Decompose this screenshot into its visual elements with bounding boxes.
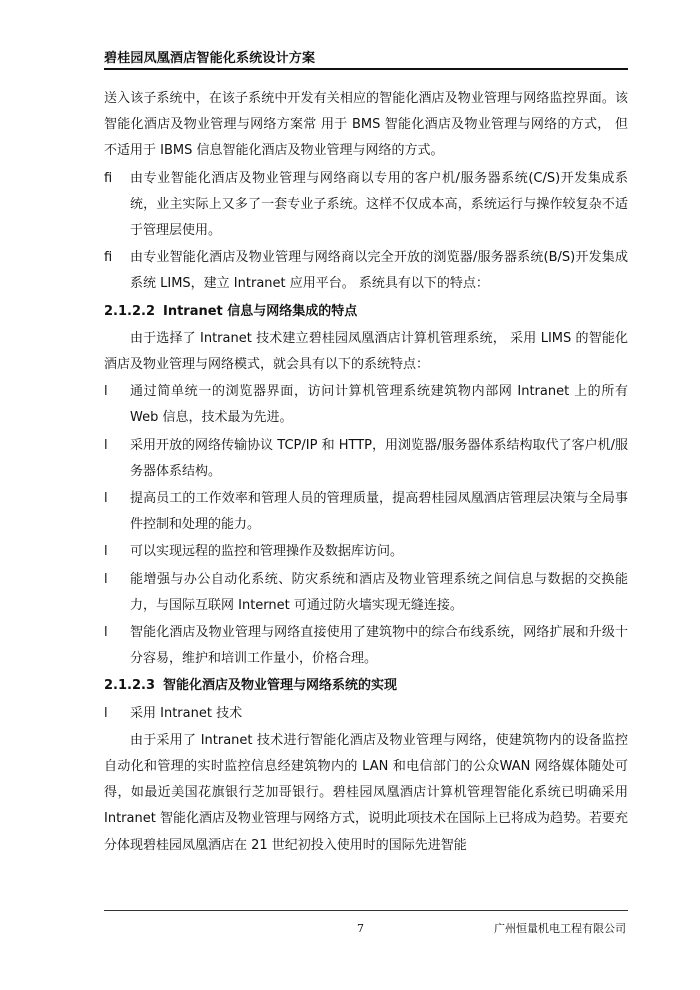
bullet-text: 由专业智能化酒店及物业管理与网络商以完全开放的浏览器/服务器系统(B/S)开发集成系统 LIMS，建立 Intranet 应用平台。 系统具有以下的特点： <box>130 250 628 292</box>
list-item <box>104 701 628 727</box>
list-item <box>104 166 628 245</box>
bullet-text: 采用 Intranet 技术 <box>130 705 243 721</box>
bullet-text: 能增强与办公自动化系统、防灾系统和酒店及物业管理系统之间信息与数据的交换能力，与国际互联网 Internet 可通过防火墙实现无缝连接。 <box>130 571 628 613</box>
section-number: 2.1.2.3 <box>104 678 155 694</box>
section-title: 智能化酒店及物业管理与网络系统的实现 <box>163 678 398 694</box>
section-number: 2.1.2.2 <box>104 303 155 319</box>
bullet-mark: l <box>104 625 108 641</box>
bullet-mark: l <box>104 544 108 560</box>
bullet-mark: l <box>104 384 108 400</box>
footer-rule <box>104 910 628 911</box>
paragraph-intranet: 由于选择了 Intranet 技术建立碧桂园凤凰酒店计算机管理系统， 采用 LIMS 的智能化酒店及物业管理与网络模式，就会具有以下的系统特点： <box>104 330 628 373</box>
bullet-text: 智能化酒店及物业管理与网络直接使用了建筑物中的综合布线系统，网络扩展和升级十分容易，维护和培训工作量小，价格合理。 <box>130 625 628 667</box>
bullet-mark: l <box>104 705 108 721</box>
list-item <box>104 567 628 619</box>
section-title: Intranet 信息与网络集成的特点 <box>163 303 358 319</box>
bullet-mark: l <box>104 571 108 587</box>
list-item <box>104 486 628 538</box>
list-item <box>104 433 628 485</box>
bullet-text: 通过简单统一的浏览器界面，访问计算机管理系统建筑物内部网 Intranet 上的所有 Web 信息，技术最为先进。 <box>130 384 628 426</box>
bullet-mark: l <box>104 437 108 453</box>
bullet-mark: fi <box>104 250 113 266</box>
paragraph-implementation: 由于采用了 Intranet 技术进行智能化酒店及物业管理与网络，使建筑物内的设备监控自动化和管理的实时监控信息经建筑物内的 LAN 和电信部门的公众WAN 网络媒体随处可得，如最近美国花旗银行芝加哥银行。碧桂园凤凰酒店计算机管理智能化系统已明确采用 Intranet 智能化酒店及物业管理与网络方式，说明此项技术在国际上已将成为趋势。若要充分体现碧桂园凤凰酒店在 21 世纪初投入使用时的国际先进智能 <box>104 732 628 853</box>
section-heading-2-1-2-3 <box>104 673 628 699</box>
list-item <box>104 379 628 431</box>
bullet-text: 提高员工的工作效率和管理人员的管理质量，提高碧桂园凤凰酒店管理层决策与全局事件控制和处理的能力。 <box>130 491 628 533</box>
list-item <box>104 620 628 672</box>
page-number: 7 <box>357 922 364 935</box>
bullet-text: 由专业智能化酒店及物业管理与网络商以专用的客户机/服务器系统(C/S)开发集成系统，业主实际上又多了一套专业子系统。这样不仅成本高，系统运行与操作较复杂不适于管理层使用。 <box>130 170 628 239</box>
bullet-text: 采用开放的网络传输协议 TCP/IP 和 HTTP，用浏览器/服务器体系结构取代了客户机/服务器体系结构。 <box>130 437 628 479</box>
footer-company: 广州恒量机电工程有限公司 <box>494 922 626 935</box>
bullet-text: 可以实现远程的监控和管理操作及数据库访问。 <box>130 544 404 560</box>
header-rule <box>104 68 628 70</box>
list-item <box>104 245 628 297</box>
paragraph-intro: 送入该子系统中，在该子系统中开发有关相应的智能化酒店及物业管理与网络监控界面。该智能化酒店及物业管理与网络方案常 用于 BMS 智能化酒店及物业管理与网络的方式， 但不适用于 IBMS 信息智能化酒店及物业管理与网络的方式。 <box>104 91 628 159</box>
bullet-mark: l <box>104 491 108 507</box>
header-title: 碧桂园凤凰酒店智能化系统设计方案 <box>104 51 316 66</box>
bullet-mark: fi <box>104 170 113 186</box>
section-heading-2-1-2-2 <box>104 299 628 325</box>
list-item <box>104 539 628 565</box>
document-body <box>104 86 628 860</box>
